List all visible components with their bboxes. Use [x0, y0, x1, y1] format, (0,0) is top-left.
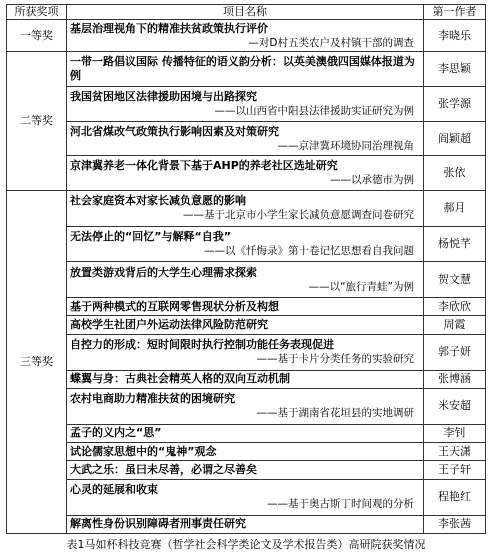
table-row	[7, 156, 486, 191]
project-title: 无法停止的“回忆”与解释“自我”	[70, 230, 231, 243]
project-subtitle: —— 以山西省中阳县法律援助实证研究为例	[70, 104, 420, 118]
project-subtitle: —— 基于奥古斯丁时间观的分析	[70, 497, 420, 511]
project-title: 放置类游戏背后的大学生心理需求探索	[70, 265, 257, 279]
table-row	[7, 461, 486, 479]
table-row	[7, 262, 486, 298]
author: 李晓乐	[424, 20, 486, 52]
table-row	[7, 226, 486, 262]
author: 阎颖超	[424, 121, 486, 156]
project-title: 我国贫困地区法律援助困境与出路探究	[70, 89, 257, 103]
author: 王天潇	[424, 443, 486, 461]
project-subtitle: —— 以承德市为例	[70, 173, 420, 187]
author: 李欣欣	[424, 298, 486, 316]
author: 张依	[424, 156, 486, 191]
project-cell	[67, 262, 424, 298]
table-header-row	[7, 5, 486, 20]
author: 李钊	[424, 424, 486, 442]
author: 米安超	[424, 388, 486, 424]
project-title: 孟子的义内之“思”	[70, 426, 162, 440]
project-cell	[67, 461, 424, 479]
project-cell	[67, 20, 424, 52]
author: 郝月	[424, 190, 486, 226]
project-cell	[67, 424, 424, 442]
header-award: 所获奖项	[7, 5, 67, 20]
table-row	[7, 20, 486, 52]
author: 张学源	[424, 87, 486, 122]
project-subtitle: —对D村五类农户及村镇干部的调查	[248, 36, 414, 49]
project-cell	[67, 316, 424, 334]
author: 贺文慧	[424, 262, 486, 298]
project-title: 高校学生社团户外运动法律风险防范研究	[70, 318, 268, 332]
award-level: 二等奖	[7, 52, 67, 191]
table-row	[7, 334, 486, 370]
table-row	[7, 370, 486, 388]
awards-table	[6, 4, 486, 534]
project-cell	[67, 121, 424, 156]
author: 杨悦芊	[424, 226, 486, 262]
project-subtitle: —— 以《忏悔录》第十卷记忆思想看自我问题	[70, 244, 420, 258]
author: 周霞	[424, 316, 486, 334]
author: 程艳红	[424, 479, 486, 515]
project-title: 解离性身份识别障碍者刑事责任研究	[70, 517, 246, 531]
project-subtitle: —— 基于卡片分类任务的实验研究	[70, 352, 420, 366]
author: 王子轩	[424, 461, 486, 479]
project-subtitle: —— 基于湖南省花垣县的实地调研	[70, 406, 420, 420]
author: 李张茜	[424, 515, 486, 533]
table-row	[7, 52, 486, 87]
author: 张博涵	[424, 370, 486, 388]
project-cell	[67, 515, 424, 533]
award-level: 一等奖	[7, 20, 67, 52]
table-row	[7, 515, 486, 533]
table-row	[7, 424, 486, 442]
project-cell	[67, 479, 424, 515]
project-title: 大武之乐：虽曰未尽善，必谓之尽善矣	[70, 463, 257, 477]
project-cell	[67, 87, 424, 122]
header-title: 项目名称	[67, 5, 424, 20]
project-title: 一带一路倡议国际 传播特征的语义韵分析：以英美澳俄四国媒体报道为例	[70, 55, 415, 83]
author: 李思颖	[424, 52, 486, 87]
project-cell	[67, 52, 424, 87]
project-title: 河北省煤改气政策执行影响因素及对策研究	[70, 124, 279, 138]
project-cell	[67, 370, 424, 388]
author: 郭子妍	[424, 334, 486, 370]
project-title: 京津冀养老一体化背景下基于AHP的养老社区选址研究	[70, 159, 338, 173]
project-subtitle: —— 京津冀环境协同治理视角	[70, 139, 420, 153]
project-cell	[67, 156, 424, 191]
project-title: 自控力的形成：短时间限时执行控制功能任务表现促进	[70, 338, 334, 352]
project-title: 基于两种模式的互联网零售现状分析及构想	[70, 299, 279, 313]
table-row	[7, 121, 486, 156]
project-title: 蝶翼与身：古典社会精英人格的双向互动机制	[70, 372, 290, 386]
award-level: 三等奖	[7, 190, 67, 533]
project-title: 心灵的延展和收束	[70, 483, 158, 497]
table-caption: 表1马如杯科技竞赛（哲学社会科学类论文及学术报告类）高研院获奖情况	[66, 538, 426, 551]
project-title: 社会家庭资本对家长减负意愿的影响	[70, 194, 246, 208]
table-row	[7, 87, 486, 122]
table-row	[7, 388, 486, 424]
project-title: 基层治理视角下的精准扶贫政策执行评价	[70, 21, 268, 35]
project-subtitle: —— 基于北京市小学生家长减负意愿调查问卷研究	[70, 208, 420, 222]
header-author: 第一作者	[424, 5, 486, 20]
table-row	[7, 298, 486, 316]
project-cell	[67, 298, 424, 316]
table-row	[7, 190, 486, 226]
project-subtitle: —— 以“旅行青蛙”为例	[70, 280, 420, 294]
table-row	[7, 443, 486, 461]
project-cell	[67, 388, 424, 424]
project-title: 试论儒家思想中的“鬼神”观念	[70, 444, 217, 458]
project-cell	[67, 443, 424, 461]
project-cell	[67, 190, 424, 226]
table-row	[7, 479, 486, 515]
project-title: 农村电商助力精准扶贫的困境研究	[70, 392, 235, 406]
project-cell	[67, 334, 424, 370]
table-row	[7, 316, 486, 334]
project-cell	[67, 226, 424, 262]
